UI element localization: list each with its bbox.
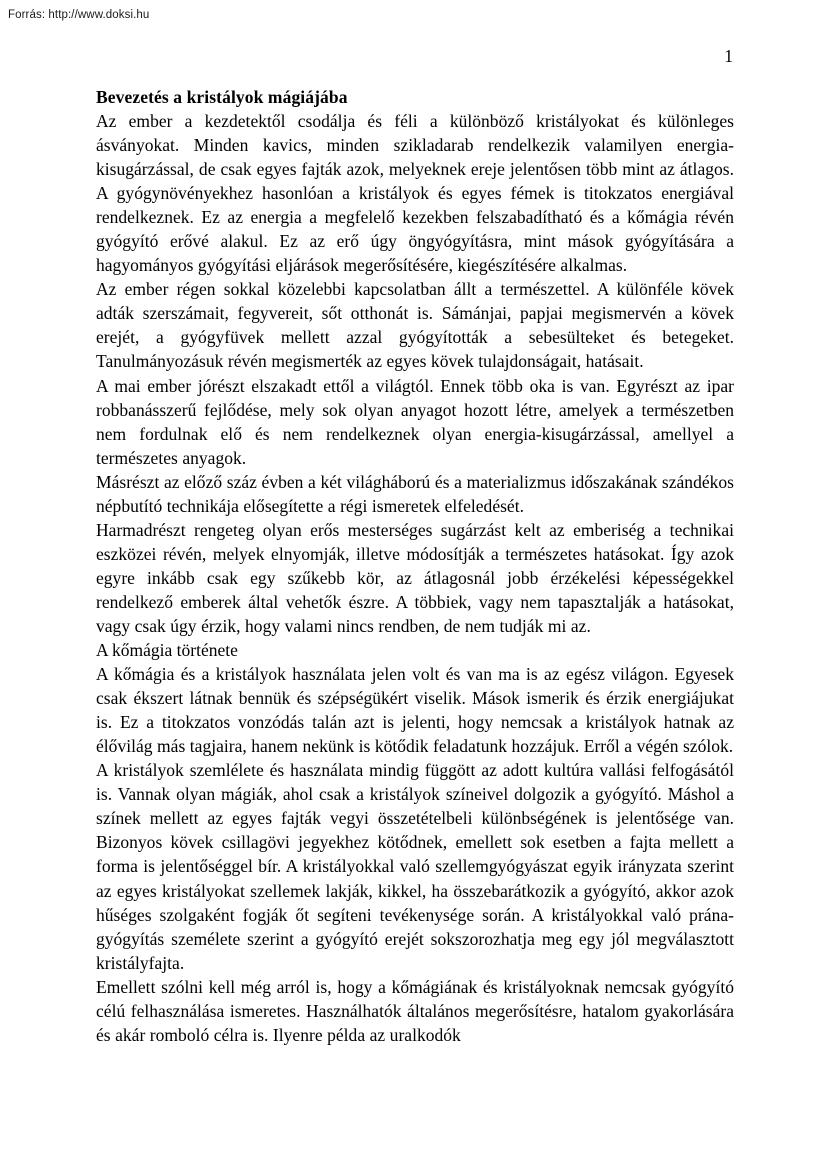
- body-paragraph: Harmadrészt rengeteg olyan erős mesterséges sugárzást kelt az emberiség a technikai eszközei révén, melyek elnyomják, illetve módosítják a természetes hatásokat. Így azok egyre inkább csak egy szűkebb kör, az átlagosnál jobb érzékelési képességekkel rendelkező emberek által vehetők észre. A többiek, vagy nem tapasztalják a hatásokat, vagy csak úgy érzik, hogy valami nincs rendben, de nem tudják mi az.: [96, 519, 734, 636]
- page-number: 1: [724, 46, 733, 66]
- source-url-header: Forrás: http://www.doksi.hu: [8, 9, 150, 21]
- body-paragraph: A kőmágia és a kristályok használata jelen volt és van ma is az egész világon. Egyesek csak ékszert látnak bennük és szépségükért viselik. Mások ismerik és érzik energiájukat is. Ez a titokzatos vonzódás talán azt is jelenti, hogy nemcsak a kristályok hatnak az élővilág más tagjaira, hanem nekünk is kötődik feladatunk hozzájuk. Erről a végén szólok.: [96, 664, 734, 757]
- body-paragraph: A mai ember jórészt elszakadt ettől a világtól. Ennek több oka is van. Egyrészt az ipar robbanásszerű fejlődése, mely sok olyan anyagot hozott létre, amelyek a természetben nem fordulnak elő és nem rendelkeznek olyan energia-kisugárzással, amellyel a természetes anyagok.: [96, 375, 734, 468]
- paragraph-list: [96, 109, 734, 1047]
- section-subheading: A kőmágia története: [96, 640, 238, 661]
- document-body: [96, 85, 734, 1047]
- body-paragraph: A kristályok szemlélete és használata mindig függött az adott kultúra vallási felfogásától is. Vannak olyan mágiák, ahol csak a kristályok színeivel dolgozik a gyógyító. Máshol a színek mellett az egyes fajták vegyi összetételbeli különbségének is jelentősége van. Bizonyos kövek csillagövi jegyekhez kötődnek, emellett sok esetben a fajta mellett a forma is jelentőséggel bír. A kristályokkal való szellemgyógyászat egyik irányzata szerint az egyes kristályokat szellemek lakják, kikkel, ha összebarátkozik a gyógyító, akkor azok hűséges szolgaként fogják őt segíteni tevékenysége során. A kristályokkal való prána-gyógyítás személete szerint a gyógyító erejét sokszorozhatja meg egy jól megválasztott kristályfajta.: [96, 760, 734, 973]
- page-title: Bevezetés a kristályok mágiájába: [96, 87, 348, 107]
- body-paragraph: Emellett szólni kell még arról is, hogy a kőmágiának és kristályoknak nemcsak gyógyító célú felhasználása ismeretes. Használhatók általános megerősítésre, hatalom gyakorlására és akár romboló célra is. Ilyenre példa az uralkodók: [96, 976, 734, 1045]
- body-paragraph: Másrészt az előző száz évben a két világháború és a materializmus időszakának szándékos népbutító technikája elősegítette a régi ismeretek elfeledését.: [96, 471, 734, 516]
- body-paragraph: Az ember régen sokkal közelebbi kapcsolatban állt a természettel. A különféle kövek adták szerszámait, fegyvereit, sőt otthonát is. Sámánjai, papjai megismervén a kövek erejét, a gyógyfüvek mellett azzal gyógyították a sebesülteket és betegeket. Tanulmányozásuk révén megismerték az egyes kövek tulajdonságait, hatásait.: [96, 279, 734, 372]
- body-paragraph: Az ember a kezdetektől csodálja és féli a különböző kristályokat és különleges ásványokat. Minden kavics, minden szikladarab rendelkezik valamilyen energia-kisugárzással, de csak egyes fajták azok, melyeknek ereje jelentősen több mint az átlagos. A gyógynövényekhez hasonlóan a kristályok és egyes fémek is titokzatos energiával rendelkeznek. Ez az energia a megfelelő kezekben felszabadítható és a kőmágia révén gyógyító erővé alakul. Ez az erő úgy öngyógyításra, mint mások gyógyítására a hagyományos gyógyítási eljárások megerősítésére, kiegészítésére alkalmas.: [96, 111, 734, 276]
